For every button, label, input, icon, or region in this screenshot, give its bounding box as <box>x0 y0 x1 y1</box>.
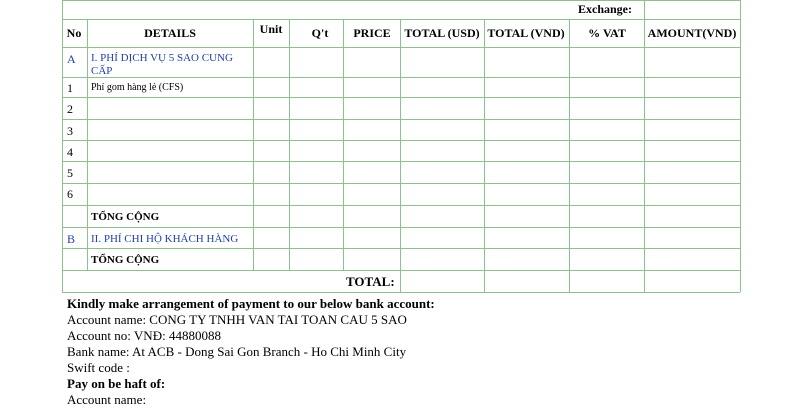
row-6-no: 6 <box>67 187 73 201</box>
grid-hline <box>62 183 740 184</box>
grid-vline <box>343 19 344 270</box>
header-total-vnd: TOTAL (VND) <box>487 26 565 40</box>
row-2-no: 2 <box>67 102 73 116</box>
account-no: Account no: VNĐ: 44880088 <box>67 328 221 343</box>
header-vat: % VAT <box>588 26 626 40</box>
grid-hline <box>62 227 740 228</box>
grid-hline <box>62 270 740 271</box>
header-details: DETAILS <box>144 26 196 40</box>
bank-name: Bank name: At ACB - Dong Sai Gon Branch - Ho Chi Minh City <box>67 344 407 359</box>
total-label: TOTAL: <box>346 274 395 289</box>
row-b-no: B <box>67 232 76 246</box>
grid-hline <box>62 205 740 206</box>
row-4-no: 4 <box>67 145 73 159</box>
grid-vline <box>253 19 254 270</box>
grid-hline <box>62 97 740 98</box>
grid-vline <box>644 0 645 292</box>
grid-vline <box>484 19 485 292</box>
grid-hline <box>62 47 740 48</box>
account-name: Account name: CONG TY TNHH VAN TAI TOAN CAU 5 SAO <box>67 312 407 327</box>
header-unit: Unit <box>259 22 283 36</box>
grid-hline <box>62 119 740 120</box>
row-a-details: I. PHÍ DỊCH VỤ 5 SAO CUNG CẤP <box>91 52 233 77</box>
exchange-label: Exchange: <box>578 2 632 16</box>
header-qty: Q't <box>311 26 329 40</box>
grid-vline <box>740 0 741 292</box>
pay-on-behalf: Pay on be haft of: <box>67 376 166 391</box>
header-price: PRICE <box>353 26 391 40</box>
grid-hline <box>62 140 740 141</box>
account-name-2: Account name: <box>67 392 147 407</box>
grid-vline <box>87 19 88 270</box>
swift-code: Swift code : <box>67 360 130 375</box>
payment-instruction: Kindly make arrangement of payment to our below bank account: <box>67 296 435 311</box>
row-a-no: A <box>67 52 76 66</box>
row-subtotal-b: TỔNG CỘNG <box>91 254 160 266</box>
row-1-no: 1 <box>67 81 73 95</box>
row-b-details: II. PHÍ CHI HỘ KHÁCH HÀNG <box>91 233 239 245</box>
header-amount: AMOUNT(VND) <box>647 26 737 40</box>
grid-vline <box>400 19 401 292</box>
grid-vline <box>569 19 570 292</box>
grid-hline <box>62 161 740 162</box>
grid-vline <box>62 0 63 292</box>
header-no: No <box>66 26 82 40</box>
grid-hline <box>62 19 740 20</box>
grid-hline <box>62 0 740 1</box>
header-total-usd: TOTAL (USD) <box>404 26 480 40</box>
row-3-no: 3 <box>67 124 73 138</box>
grid-hline <box>62 248 740 249</box>
grid-hline <box>62 292 740 293</box>
row-subtotal-a: TỔNG CỘNG <box>91 211 160 223</box>
row-1-details: Phí gom hàng lẻ (CFS) <box>91 82 184 93</box>
grid-vline <box>289 19 290 270</box>
row-5-no: 5 <box>67 166 73 180</box>
